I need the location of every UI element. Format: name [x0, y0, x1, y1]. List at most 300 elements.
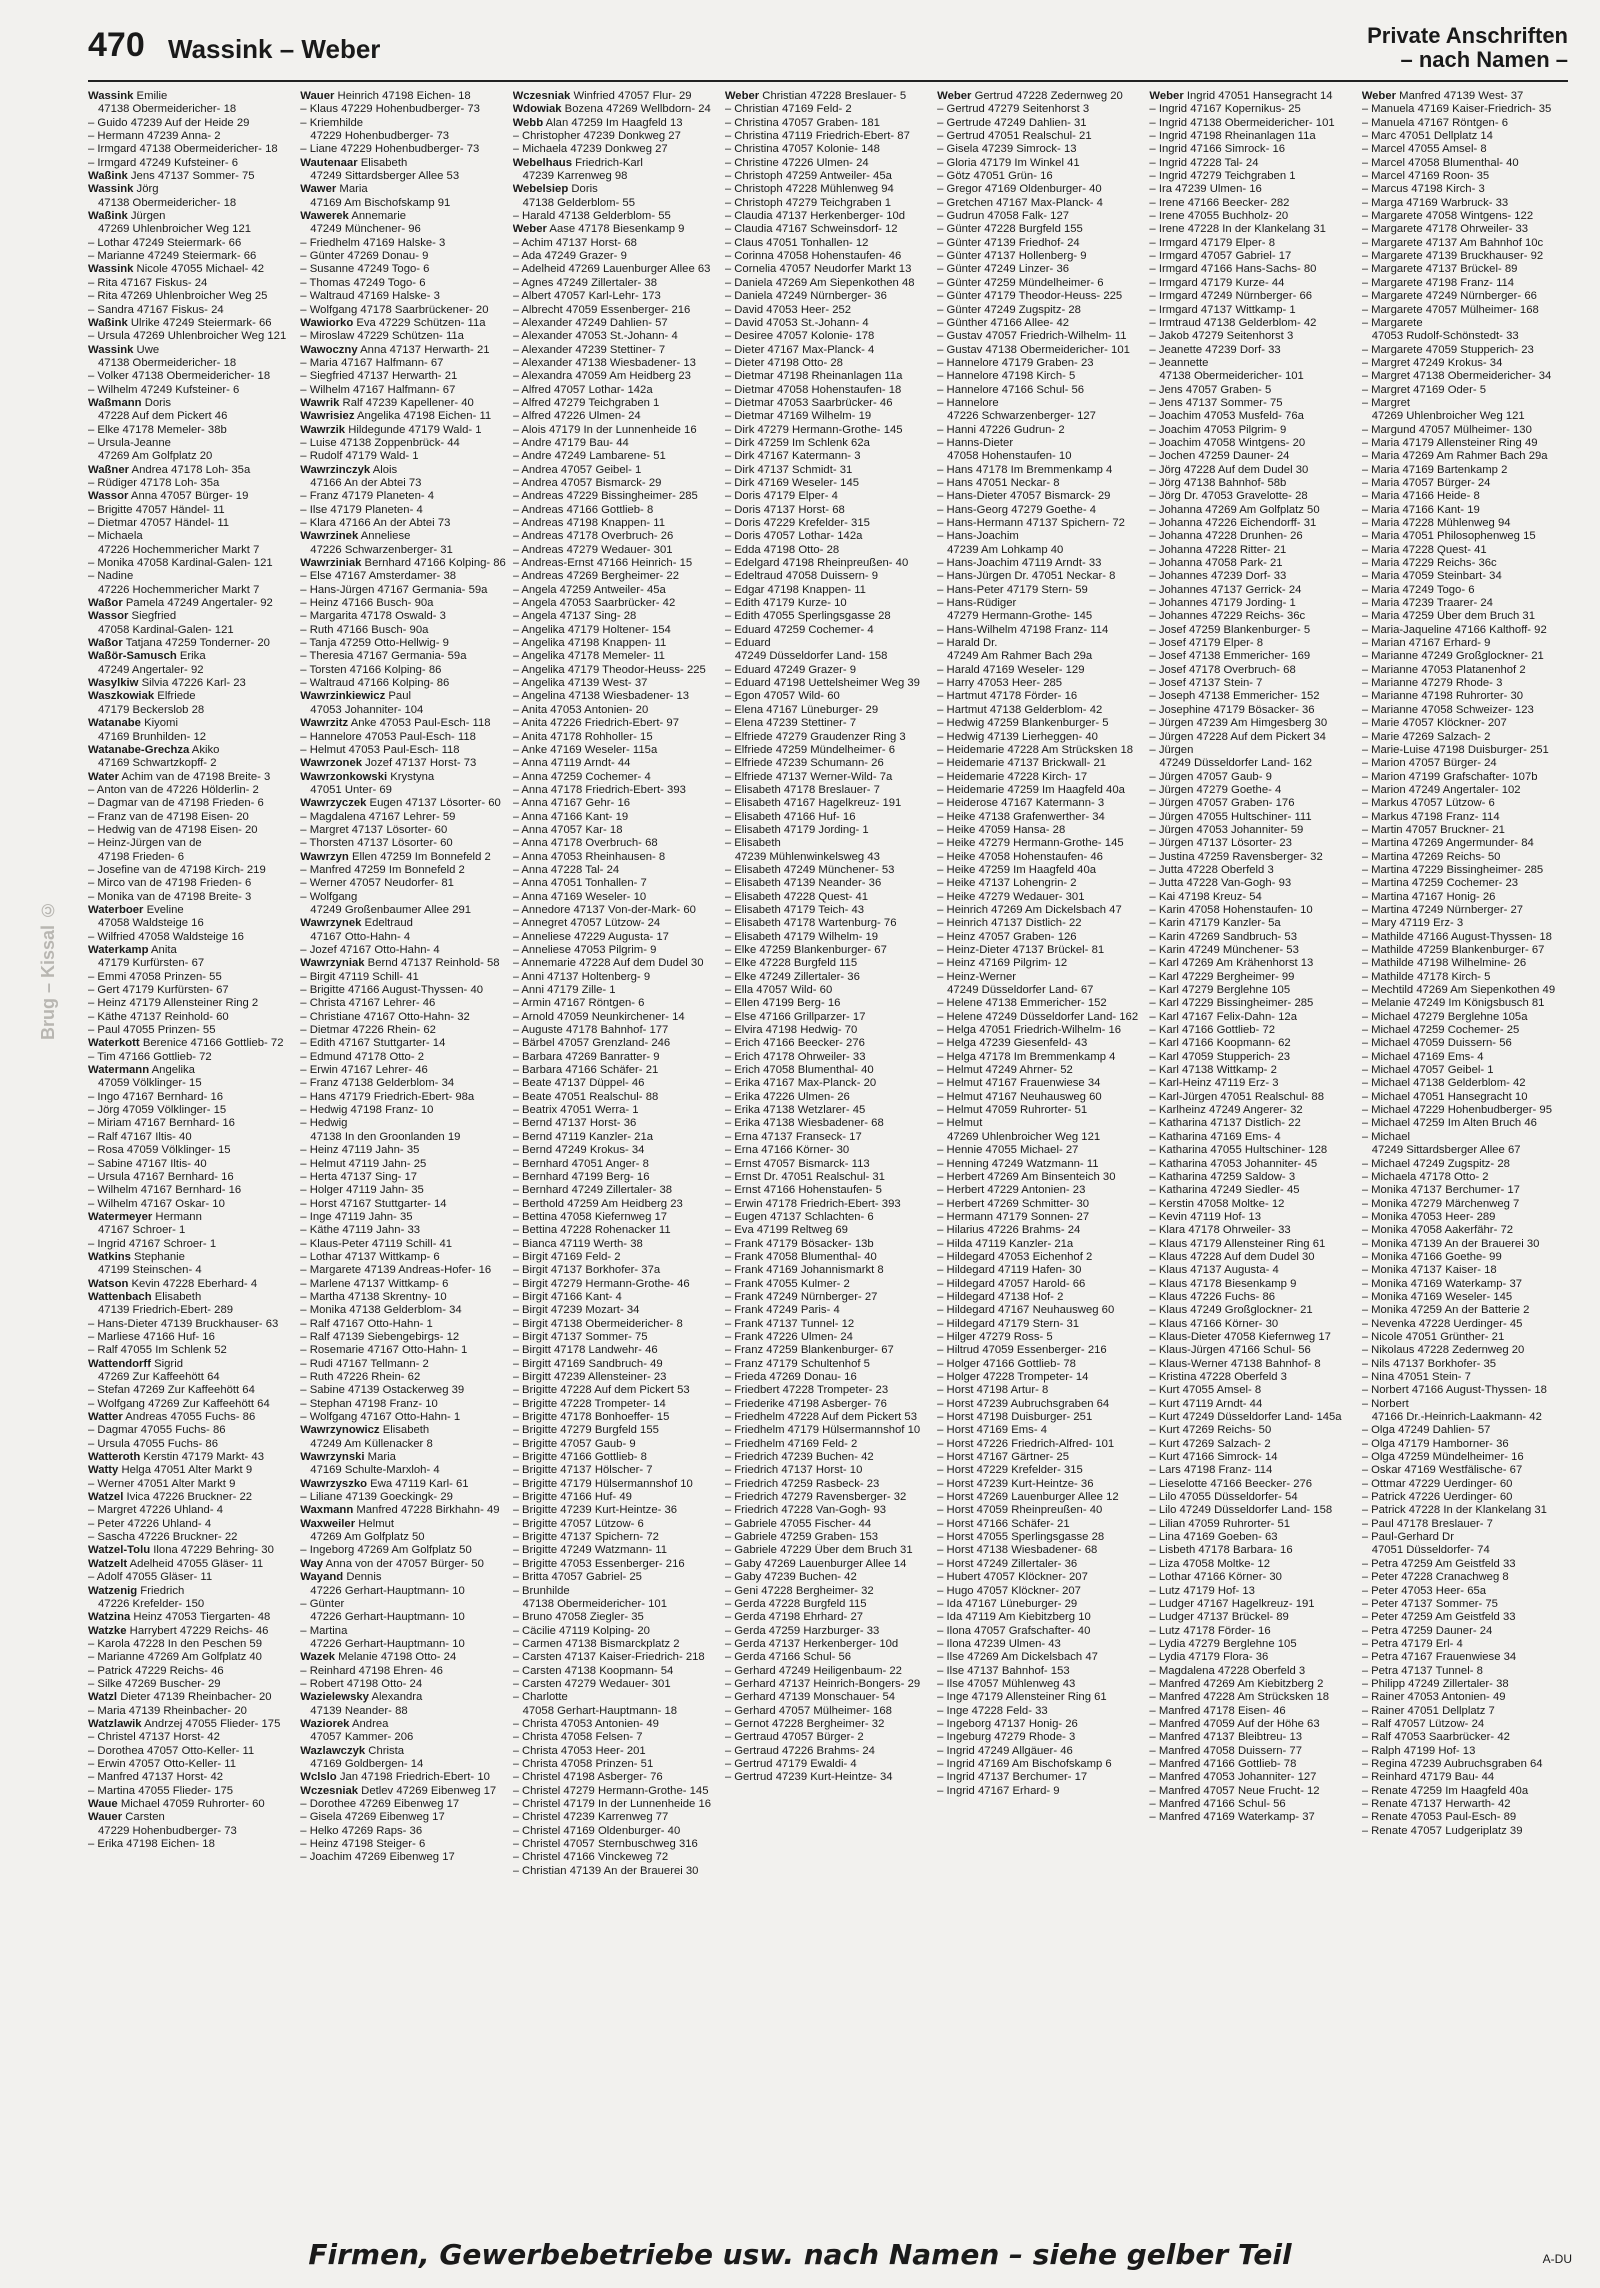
directory-entry: – Friedhelm 47169 Feld- 2 — [724, 1437, 858, 1450]
directory-entry: – Petra 47179 Erl- 4 — [1361, 1637, 1463, 1650]
directory-entry: – Inge 47228 Feld- 33 — [937, 1704, 1048, 1717]
entry-details: Uwe — [133, 343, 160, 356]
directory-entry: 47053 Johanniter- 104 — [310, 703, 424, 716]
directory-entry: – Dirk 47279 Hermann-Grothe- 145 — [724, 423, 903, 436]
surname: Wdowiak — [512, 103, 562, 116]
directory-entry: – Josefine van de 47198 Kirch- 219 — [88, 863, 266, 876]
directory-entry: – Waltraud 47166 Kolping- 86 — [300, 677, 450, 690]
directory-entry — [300, 1745, 506, 1758]
directory-entry: – Brigitte 47178 Bonhoeffer- 15 — [512, 1411, 670, 1424]
directory-entry: – Anni 47137 Holtenberg- 9 — [512, 970, 651, 983]
directory-entry: – Angela 47137 Sing- 28 — [512, 610, 637, 623]
directory-entry: – Maria 47057 Bürger- 24 — [1361, 476, 1491, 489]
directory-entry — [88, 1291, 294, 1304]
directory-entry: – Olga 47179 Hamborner- 36 — [1361, 1437, 1509, 1450]
directory-entry: – Marianne 47279 Rhode- 3 — [1361, 677, 1503, 690]
directory-entry: – Anna 47167 Gehr- 16 — [512, 797, 631, 810]
directory-entry: – Brigitte 47179 Hülsermannshof 10 — [512, 1477, 693, 1490]
directory-entry: – Rudi 47167 Tellmann- 2 — [300, 1357, 429, 1370]
directory-entry: 47058 Waldsteige 16 — [98, 917, 204, 930]
entry-details: Angelika 47198 Eichen- 11 — [354, 410, 492, 423]
directory-entry: 47138 Obermeidericher- 101 — [1159, 370, 1304, 383]
directory-entry: – Michael 47229 Hohenbudberger- 95 — [1361, 1104, 1552, 1117]
directory-entry: – Lothar 47137 Wittkamp- 6 — [300, 1250, 440, 1263]
directory-entry: – Jörg 47228 Auf dem Dudel 30 — [1149, 463, 1309, 476]
entry-details: Dennis — [343, 1571, 382, 1584]
entry-details: Krystyna — [387, 770, 435, 783]
directory-entry: – Christine 47226 Ulmen- 24 — [724, 156, 869, 169]
directory-entry: – Christel 47179 In der Lunnenheide 16 — [512, 1798, 712, 1810]
entry-details: Doris — [568, 183, 598, 196]
directory-entry: – Marlene 47137 Wittkamp- 6 — [300, 1277, 449, 1290]
directory-entry: – Peter 47228 Cranachweg 8 — [1361, 1571, 1509, 1584]
directory-entry: – Monika 47279 Märchenweg 7 — [1361, 1197, 1520, 1210]
directory-entry: – David 47053 St.-Johann- 4 — [724, 316, 869, 329]
directory-entry: – Christa 47058 Felsen- 7 — [512, 1731, 643, 1744]
directory-entry: – Friederike 47198 Asberger- 76 — [724, 1397, 887, 1410]
entry-details: Elisabeth — [151, 1290, 202, 1303]
surname: Watermeyer — [88, 1210, 153, 1223]
directory-entry: – Barbara 47269 Banratter- 9 — [512, 1050, 660, 1063]
directory-entry: – Markus 47057 Lützow- 6 — [1361, 797, 1495, 810]
directory-entry: – Friedrich 47259 Rasbeck- 23 — [724, 1477, 880, 1490]
directory-entry: – Brigitte 47166 August-Thyssen- 40 — [300, 984, 484, 997]
directory-entry: – Marie-Luise 47198 Duisburger- 251 — [1361, 743, 1549, 756]
directory-entry: – Josephine 47179 Bösacker- 36 — [1149, 703, 1315, 716]
directory-entry: – Lutz 47178 Förder- 16 — [1149, 1624, 1271, 1637]
entry-details: Eugen 47137 Lösorter- 60 — [366, 797, 501, 810]
directory-entry: 47139 Friedrich-Ebert- 289 — [98, 1304, 234, 1317]
directory-entry: – Werner 47057 Neudorfer- 81 — [300, 877, 454, 890]
entry-details: Elisabeth — [379, 1424, 430, 1437]
directory-entry: – Holger 47119 Jahn- 35 — [300, 1184, 424, 1197]
directory-entry: – Helene 47249 Düsseldorfer Land- 162 — [937, 1010, 1139, 1023]
directory-entry: – Brigitte 47228 Auf dem Pickert 53 — [512, 1384, 690, 1397]
surname: Wawiorko — [300, 316, 354, 329]
entry-details: Annemarie — [348, 210, 406, 223]
surname: Watanabe — [88, 717, 141, 730]
directory-entry: – Johannes 47179 Jording- 1 — [1149, 597, 1296, 610]
directory-entry: – Lisbeth 47178 Barbara- 16 — [1149, 1544, 1293, 1557]
surname: Watson — [88, 1277, 129, 1290]
entry-details: Aase 47178 Biesenkamp 9 — [546, 223, 685, 236]
directory-entry: – Robert 47198 Otto- 24 — [300, 1677, 423, 1690]
directory-entry: – Ingrid 47169 Am Bischofskamp 6 — [937, 1757, 1112, 1770]
directory-entry: – Stefan 47269 Zur Kaffeehött 64 — [88, 1384, 255, 1397]
directory-entry: – Doris 47229 Krefelder- 315 — [724, 517, 870, 529]
entry-details: Michael 47059 Ruhrorter- 60 — [117, 1798, 265, 1810]
directory-entry: – Joachim 47053 Pilgrim- 9 — [1149, 423, 1287, 436]
directory-entry: – Horst 47198 Artur- 8 — [937, 1384, 1049, 1397]
surname: Wautenaar — [300, 156, 358, 169]
directory-entry: – Franz 47179 Schultenhof 5 — [724, 1357, 870, 1370]
directory-entry: – Irmgard 47249 Kufsteiner- 6 — [88, 156, 239, 169]
directory-entry: – Gerhard 47137 Heinrich-Bongers- 29 — [724, 1677, 921, 1690]
directory-entry — [300, 1558, 506, 1571]
directory-entry: – Marianne 47269 Am Golfplatz 40 — [88, 1651, 262, 1664]
directory-entry: – Klaus 47179 Allensteiner Ring 61 — [1149, 1237, 1326, 1250]
directory-entry: – Horst 47269 Lauenburger Allee 12 — [937, 1491, 1119, 1504]
surname: Wawrzonkowski — [300, 770, 388, 783]
directory-entry: – Marcus 47198 Kirch- 3 — [1361, 183, 1485, 196]
surname: Wattendorff — [88, 1357, 151, 1370]
directory-entry: – Paul-Gerhard Dr — [1361, 1531, 1454, 1544]
directory-entry: – Michael 47249 Zugspitz- 28 — [1361, 1157, 1510, 1170]
directory-entry: – Ralf 47167 Otto-Hahn- 1 — [300, 1317, 433, 1330]
entry-details: Sigrid — [150, 1357, 183, 1370]
directory-entry: – Christopher 47239 Donkweg 27 — [512, 130, 681, 143]
directory-entry: – Christina 47057 Graben- 181 — [724, 116, 880, 129]
directory-entry: – Sabine 47139 Ostackerweg 39 — [300, 1384, 465, 1397]
directory-entry — [300, 397, 506, 410]
directory-entry: – Klara 47166 An der Abtei 73 — [300, 517, 451, 529]
entry-details: Elfriede — [154, 690, 196, 703]
directory-entry — [300, 424, 506, 437]
entry-details: Silvia 47226 Karl- 23 — [138, 677, 246, 690]
directory-entry: – Günter 47228 Burgfeld 155 — [937, 223, 1083, 236]
directory-entry: – Kurt 47269 Salzach- 2 — [1149, 1437, 1271, 1450]
directory-entry: – Bärbel 47057 Grenzland- 246 — [512, 1037, 671, 1050]
directory-entry: – Helmut 47053 Paul-Esch- 118 — [300, 743, 460, 756]
directory-entry — [300, 464, 506, 477]
directory-entry — [513, 223, 719, 236]
directory-entry: – Hedwig 47198 Franz- 10 — [300, 1104, 434, 1117]
directory-entry: – Joachim 47058 Wintgens- 20 — [1149, 436, 1306, 449]
directory-entry — [300, 1504, 506, 1517]
directory-entry: – Hermann 47179 Sonnen- 27 — [937, 1210, 1090, 1223]
directory-entry: – Ada 47249 Grazer- 9 — [512, 250, 627, 263]
directory-entry: – Dietmar 47169 Wilhelm- 19 — [724, 410, 872, 423]
surname: Wawrziniak — [300, 557, 362, 570]
directory-entry — [300, 1718, 506, 1731]
directory-entry: – Peter 47137 Sommer- 75 — [1361, 1597, 1498, 1610]
directory-entry: 47226 Hochemmericher Markt 7 — [98, 583, 260, 596]
directory-entry: – Martina 47167 Honig- 26 — [1361, 890, 1496, 903]
directory-entry: – Liliane 47139 Goeckingk- 29 — [300, 1491, 453, 1504]
directory-entry: – Monika 47169 Weseler- 145 — [1361, 1290, 1513, 1303]
directory-entry: – Dirk 47259 Im Schlenk 62a — [724, 436, 870, 449]
directory-entry: – Elisabeth 47179 Teich- 43 — [724, 903, 865, 916]
directory-entry: – Cäcilie 47119 Kolping- 20 — [512, 1624, 650, 1637]
directory-entry: 47169 Goldbergen- 14 — [310, 1757, 424, 1770]
directory-entry: – Hans-Hermann 47137 Spichern- 72 — [937, 517, 1125, 529]
directory-entry: – Josef 47179 Elper- 8 — [1149, 637, 1264, 650]
directory-entry: – Lothar 47249 Steiermark- 66 — [88, 236, 242, 249]
directory-entry: – Dirk 47167 Katermann- 3 — [724, 450, 861, 463]
directory-entry: – Erna 47166 Körner- 30 — [724, 1144, 850, 1157]
directory-entry: – Monika 47137 Berchumer- 17 — [1361, 1184, 1520, 1197]
directory-entry: – Ilona 47057 Grafschafter- 40 — [937, 1624, 1091, 1637]
directory-entry: – Peter 47259 Am Geistfeld 33 — [1361, 1611, 1516, 1624]
entry-details: Doris — [141, 396, 172, 409]
directory-entry: – Hannelore 47166 Schul- 56 — [937, 383, 1085, 396]
surname: Watzina — [88, 1611, 131, 1624]
directory-entry: – Theresia 47167 Germania- 59a — [300, 650, 467, 663]
directory-entry: – Christel 47279 Hermann-Grothe- 145 — [512, 1784, 709, 1797]
entry-details: Alexandra — [368, 1691, 423, 1704]
directory-entry: – Jürgen 47137 Lösorter- 23 — [1149, 837, 1292, 850]
directory-entry: – Marian 47167 Erhard- 9 — [1361, 637, 1491, 650]
directory-entry: – Heinz 47166 Busch- 90a — [300, 597, 434, 610]
directory-entry: – Maria-Jaqueline 47166 Kalthoff- 92 — [1361, 623, 1547, 636]
directory-entry: – Harald 47169 Weseler- 129 — [937, 663, 1085, 676]
directory-entry: – Ilse 47057 Mühlenweg 43 — [937, 1677, 1076, 1690]
directory-entry: – Margret 47249 Krokus- 34 — [1361, 356, 1503, 369]
directory-entry: – Jutta 47228 Van-Gogh- 93 — [1149, 877, 1292, 890]
directory-entry: – Jörg 47138 Bahnhof- 58b — [1149, 476, 1287, 489]
directory-entry — [88, 1211, 294, 1224]
directory-entry — [88, 1718, 294, 1731]
surname: Wassink — [88, 263, 134, 276]
directory-entry: – Emmi 47058 Prinzen- 55 — [88, 970, 222, 983]
entry-details: Manfred 47228 Birkhahn- 49 — [353, 1504, 500, 1517]
surname: Wczesniak — [512, 90, 571, 102]
directory-entry: 47249 Am Küllenacker 8 — [310, 1437, 433, 1450]
directory-entry: – Ottmar 47229 Uerdinger- 60 — [1361, 1477, 1513, 1490]
surname: Watermann — [88, 1064, 150, 1077]
directory-entry: – Günter 47249 Zugspitz- 28 — [937, 303, 1081, 316]
directory-entry: – Albrecht 47059 Essenberger- 216 — [512, 303, 691, 316]
directory-entry: – Ralf 47053 Saarbrücker- 42 — [1361, 1731, 1510, 1744]
directory-entry: – Jutta 47228 Oberfeld 3 — [1149, 863, 1274, 876]
directory-entry: – Hilger 47279 Ross- 5 — [937, 1330, 1053, 1343]
directory-entry: – Manuela 47169 Kaiser-Friedrich- 35 — [1361, 103, 1552, 116]
directory-entry: – Ira 47239 Ulmen- 16 — [1149, 183, 1262, 196]
directory-entry: – Holger 47228 Trompeter- 14 — [937, 1371, 1089, 1383]
directory-entry: – Katharina 47053 Johanniter- 45 — [1149, 1157, 1318, 1170]
directory-entry — [513, 117, 719, 130]
directory-entry: – Ilse 47137 Bahnhof- 153 — [937, 1664, 1070, 1677]
directory-entry: – Kurt 47055 Amsel- 8 — [1149, 1384, 1262, 1397]
directory-entry — [88, 1451, 294, 1464]
directory-entry: – Gertrude 47249 Dahlien- 31 — [937, 116, 1087, 129]
directory-entry: – Hans-Dieter 47139 Bruckhauser- 63 — [88, 1317, 279, 1330]
directory-entry: – Monika van de 47198 Breite- 3 — [88, 890, 252, 903]
directory-entry — [88, 610, 294, 623]
directory-entry: – Lutz 47179 Hof- 13 — [1149, 1584, 1255, 1597]
directory-entry: – Karl 47166 Gottlieb- 72 — [1149, 1024, 1276, 1037]
directory-entry: – Günter 47269 Donau- 9 — [300, 250, 429, 263]
directory-entry: – Klaus-Werner 47138 Bahnhof- 8 — [1149, 1357, 1321, 1370]
directory-entry: – Martin 47057 Bruckner- 21 — [1361, 823, 1505, 836]
directory-entry: – Nils 47137 Borkhofer- 35 — [1361, 1357, 1497, 1370]
surname: Wawrzitz — [300, 717, 349, 730]
directory-entry — [725, 90, 931, 103]
directory-entry: – Erich 47178 Ohrweiler- 33 — [724, 1050, 866, 1063]
directory-entry: – Christian 47139 An der Brauerei 30 — [512, 1864, 699, 1877]
directory-entry: – Brigitte 47137 Hölscher- 7 — [512, 1464, 653, 1477]
directory-entry: – Dagmar van de 47198 Frieden- 6 — [88, 797, 264, 810]
directory-entry: – Bernhard 47199 Berg- 16 — [512, 1170, 650, 1183]
directory-entry: – Horst 47138 Wiesbadener- 68 — [937, 1544, 1098, 1557]
listing-column-3 — [513, 90, 719, 2200]
directory-entry — [88, 944, 294, 957]
directory-entry: – Johanna 47058 Park- 21 — [1149, 557, 1283, 570]
directory-entry: – Guido 47239 Auf der Heide 29 — [88, 116, 250, 129]
entry-details: Elisabeth — [357, 156, 408, 169]
directory-entry: – Petra 47259 Dauner- 24 — [1361, 1624, 1493, 1637]
directory-entry: – Ruth 47166 Busch- 90a — [300, 623, 429, 636]
directory-entry — [88, 677, 294, 690]
directory-entry: – Brigitte 47166 Gottlieb- 8 — [512, 1451, 647, 1464]
directory-entry: – Manfred 47053 Johanniter- 127 — [1149, 1771, 1317, 1784]
directory-entry: – Auguste 47178 Bahnhof- 177 — [512, 1024, 669, 1037]
directory-entry: – Gaby 47239 Buchen- 42 — [724, 1571, 857, 1584]
directory-entry: – Ralf 47139 Siebengebirgs- 12 — [300, 1330, 460, 1343]
directory-entry: 47059 Völklinger- 15 — [98, 1077, 202, 1090]
surname: Waxweiler — [300, 1517, 356, 1530]
directory-entry: – Klaus 47226 Fuchs- 86 — [1149, 1290, 1276, 1303]
directory-entry: – Gerhard 47139 Monschauer- 54 — [724, 1691, 896, 1704]
directory-entry: – Martina — [300, 1624, 348, 1637]
directory-entry: – Sandra 47167 Fiskus- 24 — [88, 303, 224, 316]
directory-entry: – Ingrid 47137 Berchumer- 17 — [937, 1771, 1088, 1784]
surname: Watteroth — [88, 1451, 141, 1464]
directory-entry: – Britta 47057 Gabriel- 25 — [512, 1571, 642, 1584]
directory-entry: 47249 Münchener- 96 — [310, 223, 421, 236]
entry-details: Andreas 47055 Fuchs- 86 — [122, 1411, 256, 1424]
directory-entry: – Christel 47057 Sternbuschweg 316 — [512, 1838, 698, 1851]
directory-entry: – Erich 47058 Blumenthal- 40 — [724, 1064, 874, 1077]
directory-entry: – Maria 47179 Allensteiner Ring 49 — [1361, 436, 1538, 449]
directory-entry: – Hans 47178 Im Bremmenkamp 4 — [937, 463, 1113, 476]
entry-details: Anna 47057 Bürger- 19 — [128, 490, 249, 503]
directory-entry: – Franz 47179 Planeten- 4 — [300, 490, 435, 503]
directory-entry: – Martina 47249 Nürnberger- 27 — [1361, 903, 1524, 916]
directory-entry: – Lilo 47249 Düsseldorfer Land- 158 — [1149, 1504, 1333, 1517]
directory-entry — [300, 210, 506, 223]
surname: Wawrisiez — [300, 410, 355, 423]
directory-entry: – Christel 47169 Oldenburger- 40 — [512, 1824, 681, 1837]
directory-entry: – Andreas 47178 Overbruch- 26 — [512, 530, 674, 543]
directory-entry — [300, 344, 506, 357]
entry-details: Helga 47051 Alter Markt 9 — [118, 1464, 253, 1477]
directory-entry: – Angela 47053 Saarbrücker- 42 — [512, 597, 676, 610]
directory-entry: – Günter 47259 Mündelheimer- 6 — [937, 276, 1104, 289]
entry-details: Akiko — [189, 743, 220, 756]
directory-entry: – Arnold 47059 Neunkirchener- 14 — [512, 1010, 685, 1023]
directory-entry: – Margarete 47137 Am Bahnhof 10c — [1361, 236, 1544, 249]
directory-entry — [88, 317, 294, 330]
directory-entry: – Jörg 47059 Völklinger- 15 — [88, 1104, 227, 1117]
directory-entry: – Wilhelm 47167 Oskar- 10 — [88, 1197, 225, 1210]
directory-entry: – Karin 47179 Kanzler- 5a — [1149, 917, 1281, 930]
directory-entry: – Brunhilde — [512, 1584, 570, 1597]
directory-entry: – Annemarie 47228 Auf dem Dudel 30 — [512, 957, 704, 970]
directory-entry: – Käthe 47119 Jahn- 33 — [300, 1224, 421, 1237]
directory-entry: – Albert 47057 Karl-Lehr- 173 — [512, 290, 661, 303]
surname: Wassink — [88, 90, 134, 102]
directory-entry: – Heinrich 47137 Distlich- 22 — [937, 917, 1082, 930]
directory-entry: – Katharina 47259 Saldow- 3 — [1149, 1170, 1296, 1183]
directory-entry: 47169 Schwartzkopff- 2 — [98, 757, 217, 770]
directory-entry: – Elfriede 47137 Werner-Wild- 7a — [724, 770, 893, 783]
directory-entry: – Dorothee 47269 Eibenweg 17 — [300, 1798, 460, 1810]
directory-entry: – Christoph 47228 Mühlenweg 94 — [724, 183, 894, 196]
directory-entry: – Lydia 47179 Flora- 36 — [1149, 1651, 1269, 1664]
entry-details: Detlev 47269 Eibenweg 17 — [358, 1784, 497, 1797]
directory-entry: – Joachim 47269 Eibenweg 17 — [300, 1851, 455, 1864]
directory-entry: – Hilarius 47226 Brahms- 24 — [937, 1224, 1081, 1237]
entry-details: Nicole 47055 Michael- 42 — [133, 263, 265, 276]
directory-entry: – Hugo 47057 Klöckner- 207 — [937, 1584, 1081, 1597]
directory-entry: 47058 Hohenstaufen- 10 — [947, 450, 1072, 463]
directory-entry: – Horst 47166 Schäfer- 21 — [937, 1517, 1070, 1530]
listing-column-7 — [1362, 90, 1568, 2200]
entry-details: Ingrid 47051 Hansegracht 14 — [1183, 90, 1333, 102]
directory-entry: – Michaela 47239 Donkweg 27 — [512, 143, 668, 156]
directory-entry: 47226 Krefelder- 150 — [98, 1597, 205, 1610]
directory-entry: – Helga 47178 Im Bremmenkamp 4 — [937, 1050, 1116, 1063]
surname: Wawrzyn — [300, 850, 349, 863]
surname: Watzel — [88, 1491, 124, 1504]
directory-entry: – Beatrix 47051 Werra- 1 — [512, 1104, 639, 1117]
directory-entry — [300, 1785, 506, 1798]
directory-entry: – Petra 47259 Am Geistfeld 33 — [1361, 1557, 1516, 1570]
directory-entry: – Marianne 47249 Steiermark- 66 — [88, 250, 257, 263]
surname: Wawrzonek — [300, 757, 363, 770]
directory-entry: – Helga 47051 Friedrich-Wilhelm- 16 — [937, 1024, 1122, 1037]
directory-entry: – Dirk 47137 Schmidt- 31 — [724, 463, 853, 476]
directory-entry: – Renate 47259 Im Haagfeld 40a — [1361, 1784, 1529, 1797]
directory-entry: – Monika 47058 Kardinal-Galen- 121 — [88, 557, 273, 570]
directory-entry: – Gaby 47269 Lauenburger Allee 14 — [724, 1557, 907, 1570]
directory-entry: – Beate 47051 Realschul- 88 — [512, 1090, 659, 1103]
directory-entry: – Bernhard 47051 Anger- 8 — [512, 1157, 649, 1170]
directory-entry: – Wolfgang 47178 Saarbrückener- 20 — [300, 303, 489, 316]
directory-entry: 47138 Obermeidericher- 18 — [98, 356, 237, 369]
directory-entry: – Klaus 47137 Augusta- 4 — [1149, 1264, 1279, 1277]
directory-entry — [88, 397, 294, 410]
directory-entry: – Wilhelm 47167 Halfmann- 67 — [300, 383, 456, 396]
directory-entry: 47226 Gerhart-Hauptmann- 10 — [310, 1584, 465, 1597]
directory-entry: – Irene 47228 In der Klankelang 31 — [1149, 223, 1326, 236]
directory-entry: – Wilhelm 47167 Bernhard- 16 — [88, 1184, 242, 1197]
directory-entry: – Hildegard 47179 Stern- 31 — [937, 1317, 1080, 1330]
entry-details: Ralf 47239 Kapellener- 40 — [339, 396, 474, 409]
directory-entry — [88, 1251, 294, 1264]
directory-entry: – Christel 47239 Karrenweg 77 — [512, 1811, 669, 1824]
directory-entry: – Wolfgang 47167 Otto-Hahn- 1 — [300, 1411, 461, 1424]
directory-entry: – Klaus 47249 Großglockner- 21 — [1149, 1304, 1313, 1317]
directory-entry: – Brigitte 47228 Trompeter- 14 — [512, 1397, 666, 1410]
directory-entry — [88, 1037, 294, 1050]
directory-entry: – Lieselotte 47166 Beecker- 276 — [1149, 1477, 1313, 1490]
directory-entry: – Franz van de 47198 Eisen- 20 — [88, 810, 249, 823]
directory-entry: – Angelika 47179 Holtener- 154 — [512, 623, 671, 636]
entry-details: Andrea — [349, 1717, 389, 1730]
directory-entry: – Ingeborg 47137 Honig- 26 — [937, 1717, 1078, 1730]
entry-details: Angelika — [149, 1064, 195, 1077]
directory-entry: – Marion 47199 Grafschafter- 107b — [1361, 770, 1538, 783]
directory-entry: – Margarete 47249 Nürnberger- 66 — [1361, 290, 1537, 303]
directory-entry: – Rüdiger 47178 Loh- 35a — [88, 476, 220, 489]
entry-details: Christian 47228 Breslauer- 5 — [759, 90, 907, 102]
directory-entry: 47139 Neander- 88 — [310, 1704, 408, 1717]
directory-entry: – Volker 47138 Obermeidericher- 18 — [88, 370, 271, 383]
directory-entry: – Eugen 47137 Schlachten- 6 — [724, 1210, 874, 1223]
directory-entry: – Gertrud 47239 Kurt-Heintze- 34 — [724, 1771, 893, 1784]
directory-entry: – Jürgen 47228 Auf dem Pickert 34 — [1149, 730, 1326, 743]
directory-entry: – Markus 47198 Franz- 114 — [1361, 810, 1500, 823]
directory-entry: – Ingo 47167 Bernhard- 16 — [88, 1090, 224, 1103]
surname: Wawerek — [300, 210, 349, 223]
directory-entry: – Christa 47058 Prinzen- 51 — [512, 1757, 654, 1770]
directory-entry: – Erich 47166 Beecker- 276 — [724, 1037, 865, 1050]
directory-entry: – Angelika 47179 Theodor-Heuss- 225 — [512, 663, 706, 676]
surname: Waßmann — [88, 396, 142, 409]
directory-entry: 47249 Angertaler- 92 — [98, 663, 204, 676]
